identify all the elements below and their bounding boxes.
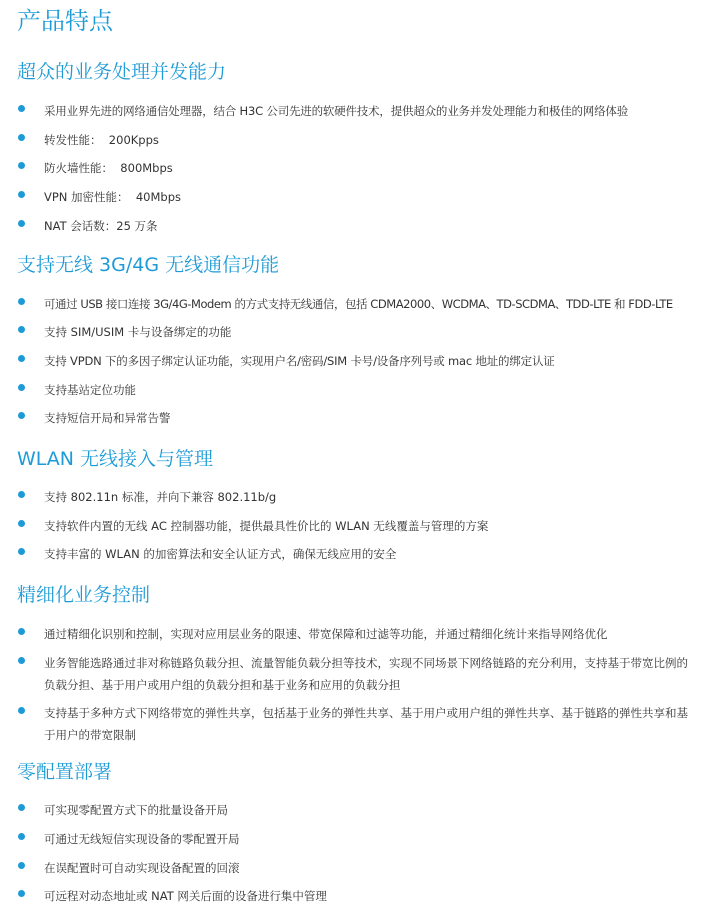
bullet-dot-icon xyxy=(18,220,25,227)
list-item-text: 通过精细化识别和控制，实现对应用层业务的限速、带宽保障和过滤等功能，并通过精细化统计来指导网络优化 xyxy=(44,627,608,641)
section-heading: 超众的业务处理并发能力 xyxy=(17,61,227,83)
list-item-text: 转发性能： 200Kpps xyxy=(44,133,159,147)
section-heading: WLAN 无线接入与管理 xyxy=(17,448,214,470)
section-heading: 支持无线 3G/4G 无线通信功能 xyxy=(17,254,280,276)
list-item-text: 采用业界先进的网络通信处理器，结合 H3C 公司先进的软硬件技术，提供超众的业务并发处理能力和极佳的网络体验 xyxy=(44,104,628,118)
list-item-text: 可通过 USB 接口连接 3G/4G-Modem 的方式支持无线通信，包括 CDMA2000、WCDMA、TD-SCDMA、TDD-LTE 和 FDD-LTE xyxy=(44,297,673,311)
bullet-dot-icon xyxy=(18,890,25,897)
list-item-text: 支持软件内置的无线 AC 控制器功能，提供最具性价比的 WLAN 无线覆盖与管理的方案 xyxy=(44,519,489,533)
bullet-dot-icon xyxy=(18,833,25,840)
list-item-text: 防火墙性能： 800Mbps xyxy=(44,161,173,175)
bullet-dot-icon xyxy=(18,491,25,498)
bullet-dot-icon xyxy=(18,862,25,869)
list-item-text: 支持 VPDN 下的多因子绑定认证功能，实现用户名/密码/SIM 卡号/设备序列号或 mac 地址的绑定认证 xyxy=(44,354,555,368)
bullet-dot-icon xyxy=(18,162,25,169)
list-item-text: 业务智能选路通过非对称链路负载分担、流量智能负载分担等技术，实现不同场景下网络链路的充分利用，支持基于带宽比例的负载分担、基于用户或用户组的负载分担和基于业务和应用的负载分担 xyxy=(44,656,688,692)
list-item-text: 可实现零配置方式下的批量设备开局 xyxy=(44,803,228,817)
bullet-dot-icon xyxy=(18,134,25,141)
section-heading: 精细化业务控制 xyxy=(17,584,151,606)
section-heading: 零配置部署 xyxy=(17,761,113,783)
bullet-dot-icon xyxy=(18,298,25,305)
list-item-text: 支持基于多种方式下网络带宽的弹性共享，包括基于业务的弹性共享、基于用户或用户组的弹性共享、基于链路的弹性共享和基于用户的带宽限制 xyxy=(44,706,688,742)
list-item-text: 支持 SIM/USIM 卡与设备绑定的功能 xyxy=(44,325,232,339)
list-item-text: 可远程对动态地址或 NAT 网关后面的设备进行集中管理 xyxy=(44,889,327,903)
list-item-text: 支持丰富的 WLAN 的加密算法和安全认证方式，确保无线应用的安全 xyxy=(44,547,397,561)
list-item-text: NAT 会话数：25 万条 xyxy=(44,219,158,233)
list-item-text: 可通过无线短信实现设备的零配置开局 xyxy=(44,832,240,846)
bullet-dot-icon xyxy=(18,548,25,555)
bullet-dot-icon xyxy=(18,191,25,198)
bullet-dot-icon xyxy=(18,707,25,714)
bullet-dot-icon xyxy=(18,355,25,362)
list-item-text: 支持短信开局和异常告警 xyxy=(44,411,171,425)
list-item-text: 在误配置时可自动实现设备配置的回滚 xyxy=(44,861,240,875)
page-title: 产品特点 xyxy=(17,7,113,35)
bullet-dot-icon xyxy=(18,628,25,635)
bullet-dot-icon xyxy=(18,804,25,811)
list-item-text: 支持基站定位功能 xyxy=(44,383,136,397)
list-item-text: 支持 802.11n 标准，并向下兼容 802.11b/g xyxy=(44,490,277,504)
bullet-dot-icon xyxy=(18,657,25,664)
bullet-dot-icon xyxy=(18,105,25,112)
bullet-dot-icon xyxy=(18,412,25,419)
list-item-text: VPN 加密性能： 40Mbps xyxy=(44,190,182,204)
bullet-dot-icon xyxy=(18,326,25,333)
bullet-dot-icon xyxy=(18,384,25,391)
bullet-dot-icon xyxy=(18,520,25,527)
